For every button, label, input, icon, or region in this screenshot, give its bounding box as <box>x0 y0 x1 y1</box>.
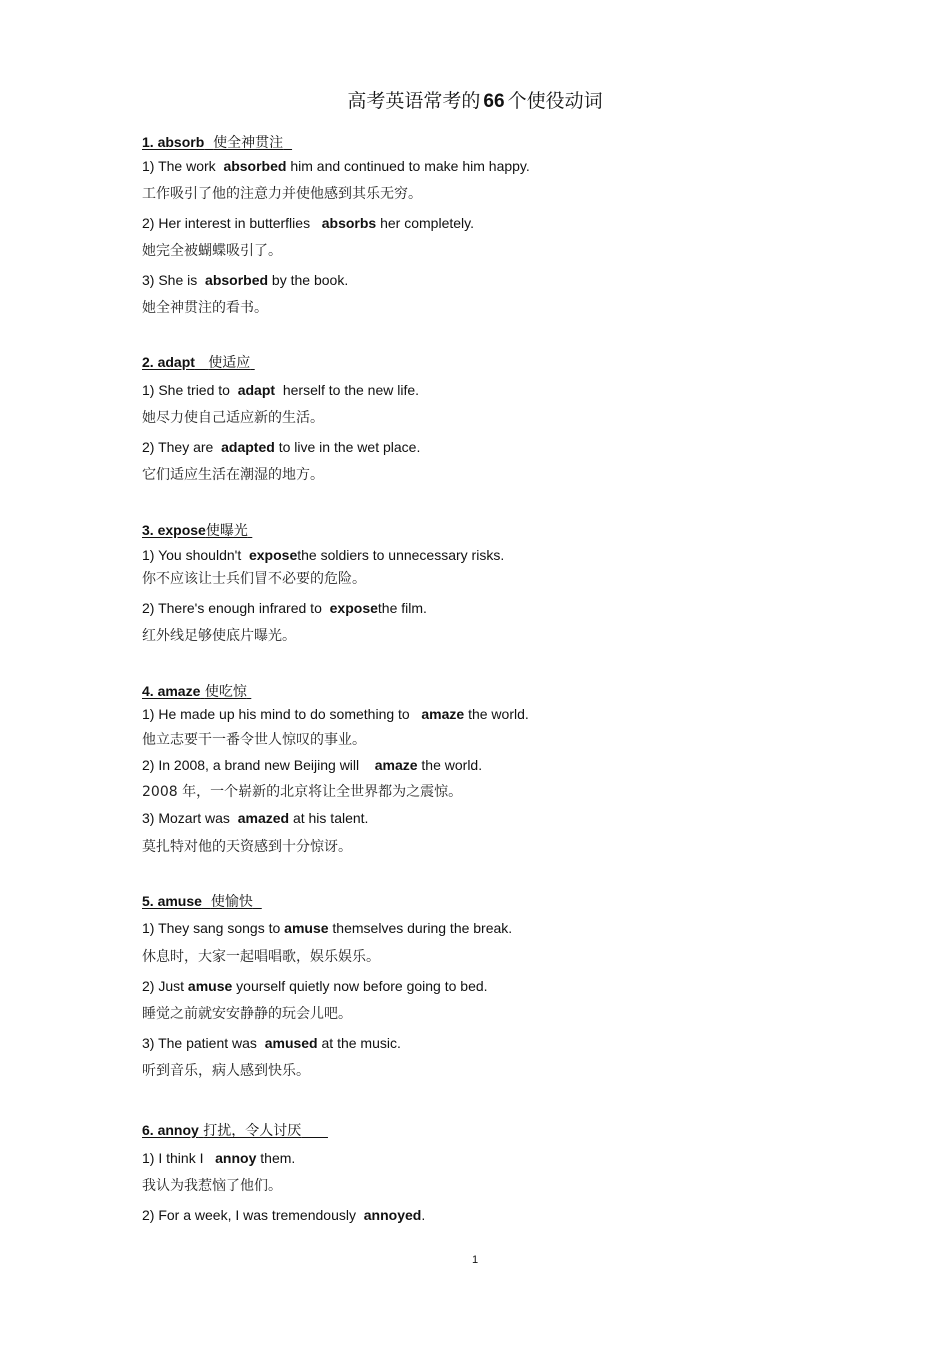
example-translation: 休息时，大家一起唱唱歌，娱乐娱乐。 <box>142 949 380 965</box>
example-sentence: 1) You shouldn't exposethe soldiers to unnecessary risks. <box>142 547 505 563</box>
example-sentence: 2) For a week, I was tremendously annoyed. <box>142 1207 426 1223</box>
example-translation: 睡觉之前就安安静静的玩会儿吧。 <box>142 1006 352 1022</box>
example-sentence: 3) Mozart was amazed at his talent. <box>142 810 369 826</box>
example-sentence: 1) She tried to adapt herself to the new life. <box>142 382 420 398</box>
example-sentence: 2) They are adapted to live in the wet place. <box>142 439 421 455</box>
example-sentence: 1) He made up his mind to do something to amaze the world. <box>142 706 529 722</box>
example-sentence: 1) The work absorbed him and continued to make him happy. <box>142 158 530 174</box>
example-translation: 听到音乐，病人感到快乐。 <box>142 1063 310 1079</box>
example-sentence: 2) There's enough infrared to exposethe film. <box>142 600 427 616</box>
entry-heading-annoy: 6. annoy 打扰，令人讨厌 <box>142 1122 302 1139</box>
entry-heading-amaze: 4. amaze 使吃惊 <box>142 683 247 700</box>
entry-heading-adapt: 2. adapt 使适应 <box>142 354 251 371</box>
example-translation: 工作吸引了他的注意力并使他感到其乐无穷。 <box>142 186 422 202</box>
example-translation: 莫扎特对他的天资感到十分惊讶。 <box>142 839 352 855</box>
page-number: 1 <box>471 1254 479 1266</box>
example-translation: 他立志要干一番令世人惊叹的事业。 <box>142 732 366 748</box>
example-translation: 她完全被蝴蝶吸引了。 <box>142 243 282 259</box>
example-translation: 她尽力使自己适应新的生活。 <box>142 410 324 426</box>
example-sentence: 1) I think I annoy them. <box>142 1150 296 1166</box>
example-translation: 它们适应生活在潮湿的地方。 <box>142 467 324 483</box>
entry-heading-expose: 3. expose使曝光 <box>142 522 248 539</box>
example-sentence: 2) Her interest in butterflies absorbs her completely. <box>142 215 474 231</box>
example-translation: 她全神贯注的看书。 <box>142 300 268 316</box>
example-sentence: 3) She is absorbed by the book. <box>142 272 349 288</box>
example-translation: 你不应该让士兵们冒不必要的危险。 <box>142 571 366 587</box>
entry-heading-absorb: 1. absorb 使全神贯注 <box>142 134 284 151</box>
example-sentence: 1) They sang songs to amuse themselves during the break. <box>142 920 513 936</box>
page-title: 高考英语常考的 66 个使役动词 <box>347 90 603 112</box>
example-sentence: 3) The patient was amused at the music. <box>142 1035 401 1051</box>
entry-heading-amuse: 5. amuse 使愉快 <box>142 893 253 910</box>
example-translation: 我认为我惹恼了他们。 <box>142 1178 282 1194</box>
example-sentence: 2) In 2008, a brand new Beijing will amaze the world. <box>142 757 483 773</box>
example-sentence: 2) Just amuse yourself quietly now before going to bed. <box>142 978 488 994</box>
example-translation: 2008 年，一个崭新的北京将让全世界都为之震惊。 <box>142 784 463 800</box>
example-translation: 红外线足够使底片曝光。 <box>142 628 296 644</box>
